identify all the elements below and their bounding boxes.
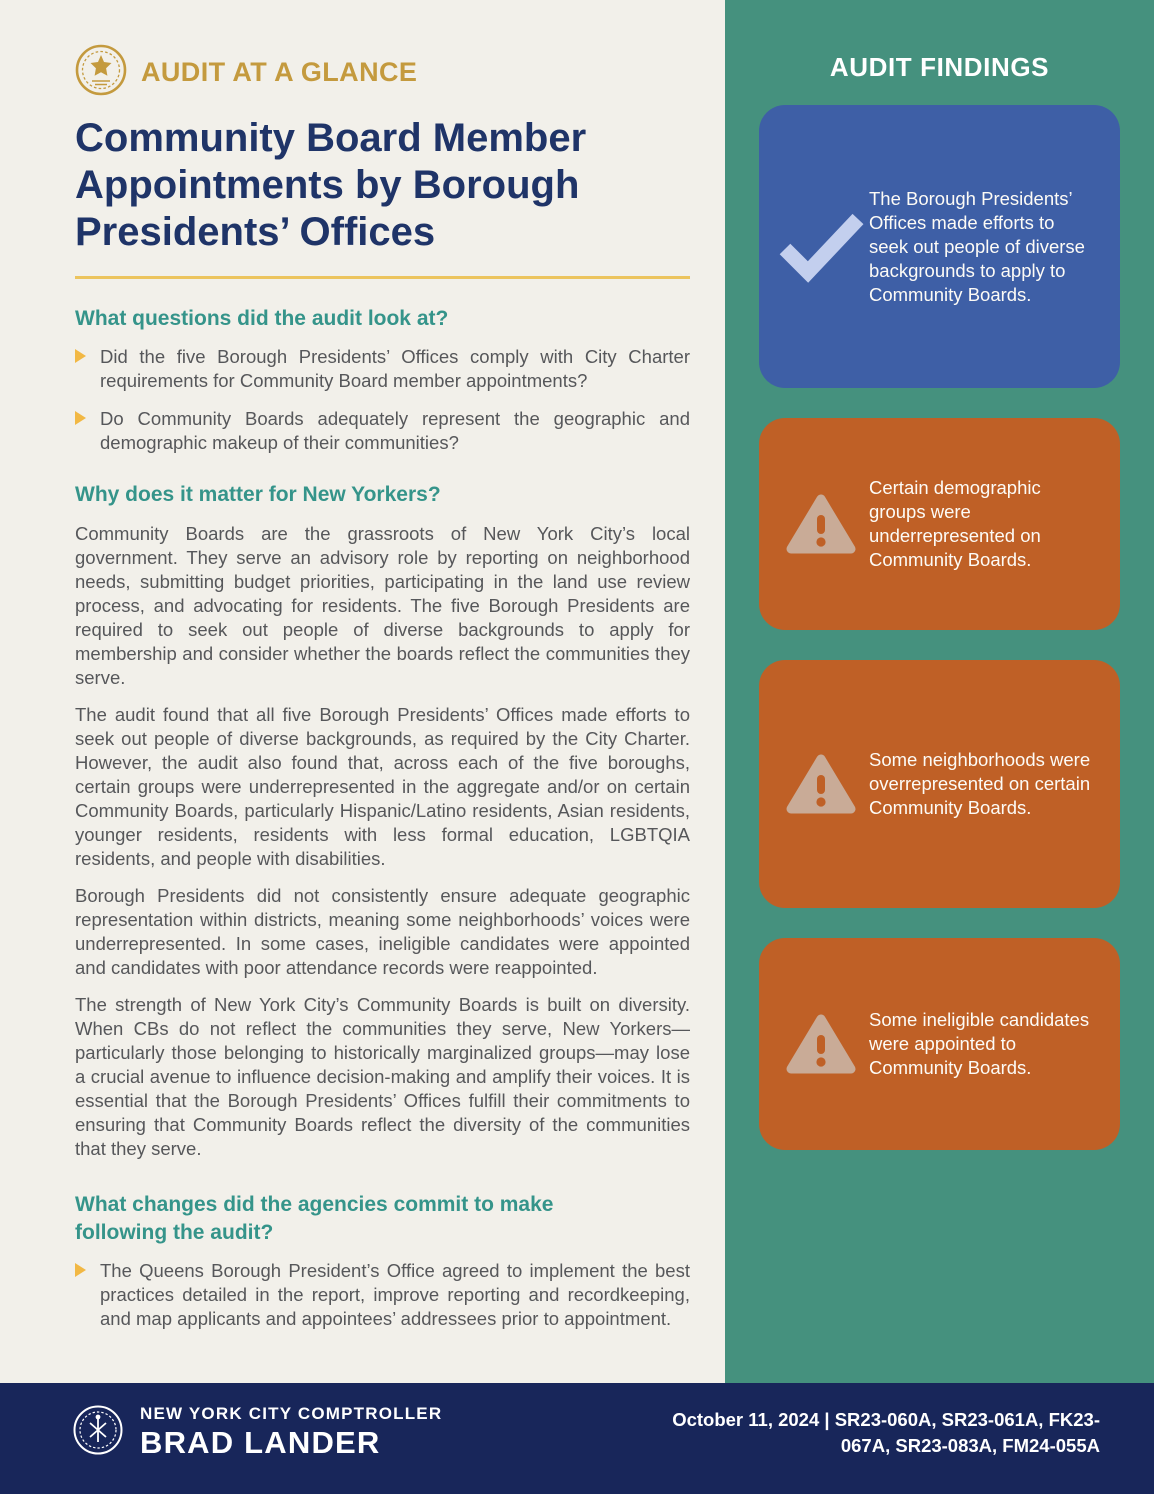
list-item [75,407,690,455]
footer-banner [0,1383,1154,1494]
list-item [75,345,690,393]
gold-divider [75,276,690,279]
eyebrow-label: AUDIT AT A GLANCE [141,57,418,87]
triangle-bullet-icon [75,1263,86,1277]
page-title-line: Presidents’ Offices [75,210,436,254]
body-paragraph: Borough Presidents did not consistently ensure adequate geographic representation within districts, meaning some neighborhoods’ voices were underrepresented. In some cases, ineligible candidates were appointed and candidates with poor attendance records were reappointed. [75,885,690,978]
list-item [75,1259,690,1331]
sidebar-title: AUDIT FINDINGS [829,52,1050,82]
body-paragraph: The audit found that all five Borough Presidents’ Offices made efforts to seek out people of diverse backgrounds, as required by the City Charter. However, the audit also found that, across each of the five boroughs, certain groups were underrepresented in the aggregate and/or on certain Community Boards, particularly Hispanic/Latino residents, Asian residents, younger residents, residents with less formal education, LGBTQIA residents, and people with disabilities. [75,704,690,869]
footer-org-label: NEW YORK CITY COMPTROLLER [140,1404,443,1423]
changes-bullet-list [75,1259,690,1331]
bullet-text: The Queens Borough President’s Office agreed to implement the best practices detailed in the report, improve reporting and recordkeeping, and map applicants and appointees’ addressees prior to appointment. [100,1260,690,1329]
warning-icon [773,1012,869,1076]
body-paragraph: The strength of New York City’s Community Boards is built on diversity. When CBs do not reflect the communities they serve, New Yorkers—particularly those belonging to historically marginalized groups—may lose a crucial avenue to influence decision-making and amplify their voices. It is essential that the Borough Presidents’ Offices fulfill their commitments to ensuring that Community Boards reflect the diversity of the communities that they serve. [75,994,690,1159]
finding-text: Certain demographic groups were underrepresented on Community Boards. [869,477,1041,570]
footer-date-line: 067A, SR23-083A, FM24-055A [840,1434,1100,1456]
comptroller-seal-icon [75,44,127,101]
footer-name-label: BRAD LANDER [140,1425,381,1460]
nyc-seal-icon [72,1404,124,1461]
warning-icon [773,492,869,556]
footer-date-line: October 11, 2024 | SR23-060A, SR23-061A, FK23- [672,1408,1100,1430]
page-title [75,115,690,256]
footer-brand [72,1404,442,1461]
brand-row [75,44,690,101]
body-paragraph: Community Boards are the grassroots of New York City’s local government. They serve an advisory role by reporting on neighborhood needs, submitting budget priorities, participating in the land use review process, and advocating for residents. The five Borough Presidents are required to seek out people of diverse backgrounds to apply for membership and consider whether the boards reflect the communities they serve. [75,523,690,688]
questions-heading: What questions did the audit look at? [75,307,449,330]
triangle-bullet-icon [75,411,86,425]
bullet-text: Did the five Borough Presidents’ Offices comply with City Charter requirements for Community Board member appointments? [100,346,690,391]
finding-card-positive [759,105,1120,388]
bullet-text: Do Community Boards adequately represent the geographic and demographic makeup of their communities? [100,408,690,453]
questions-bullet-list [75,345,690,455]
audit-findings-sidebar [725,0,1154,1383]
triangle-bullet-icon [75,349,86,363]
finding-card-warning [759,418,1120,630]
page-title-line: Community Board Member [75,116,587,160]
warning-icon [773,752,869,816]
check-icon [773,211,869,283]
finding-text: Some neighborhoods were overrepresented on certain Community Boards. [869,749,1091,818]
why-heading: Why does it matter for New Yorkers? [75,483,441,506]
footer-brand-text [140,1404,442,1461]
finding-text: The Borough Presidents’ Offices made efforts to seek out people of diverse backgrounds to apply to Community Boards. [869,187,1085,305]
changes-heading: What changes did the agencies commit to make following the audit? [75,1193,554,1244]
footer-date-and-report-numbers [672,1407,1100,1459]
finding-text: Some ineligible candidates were appointed to Community Boards. [869,1009,1090,1078]
finding-card-warning [759,660,1120,908]
page-title-line: Appointments by Borough [75,163,580,207]
finding-card-warning [759,938,1120,1150]
findings-card-list [759,105,1120,1150]
